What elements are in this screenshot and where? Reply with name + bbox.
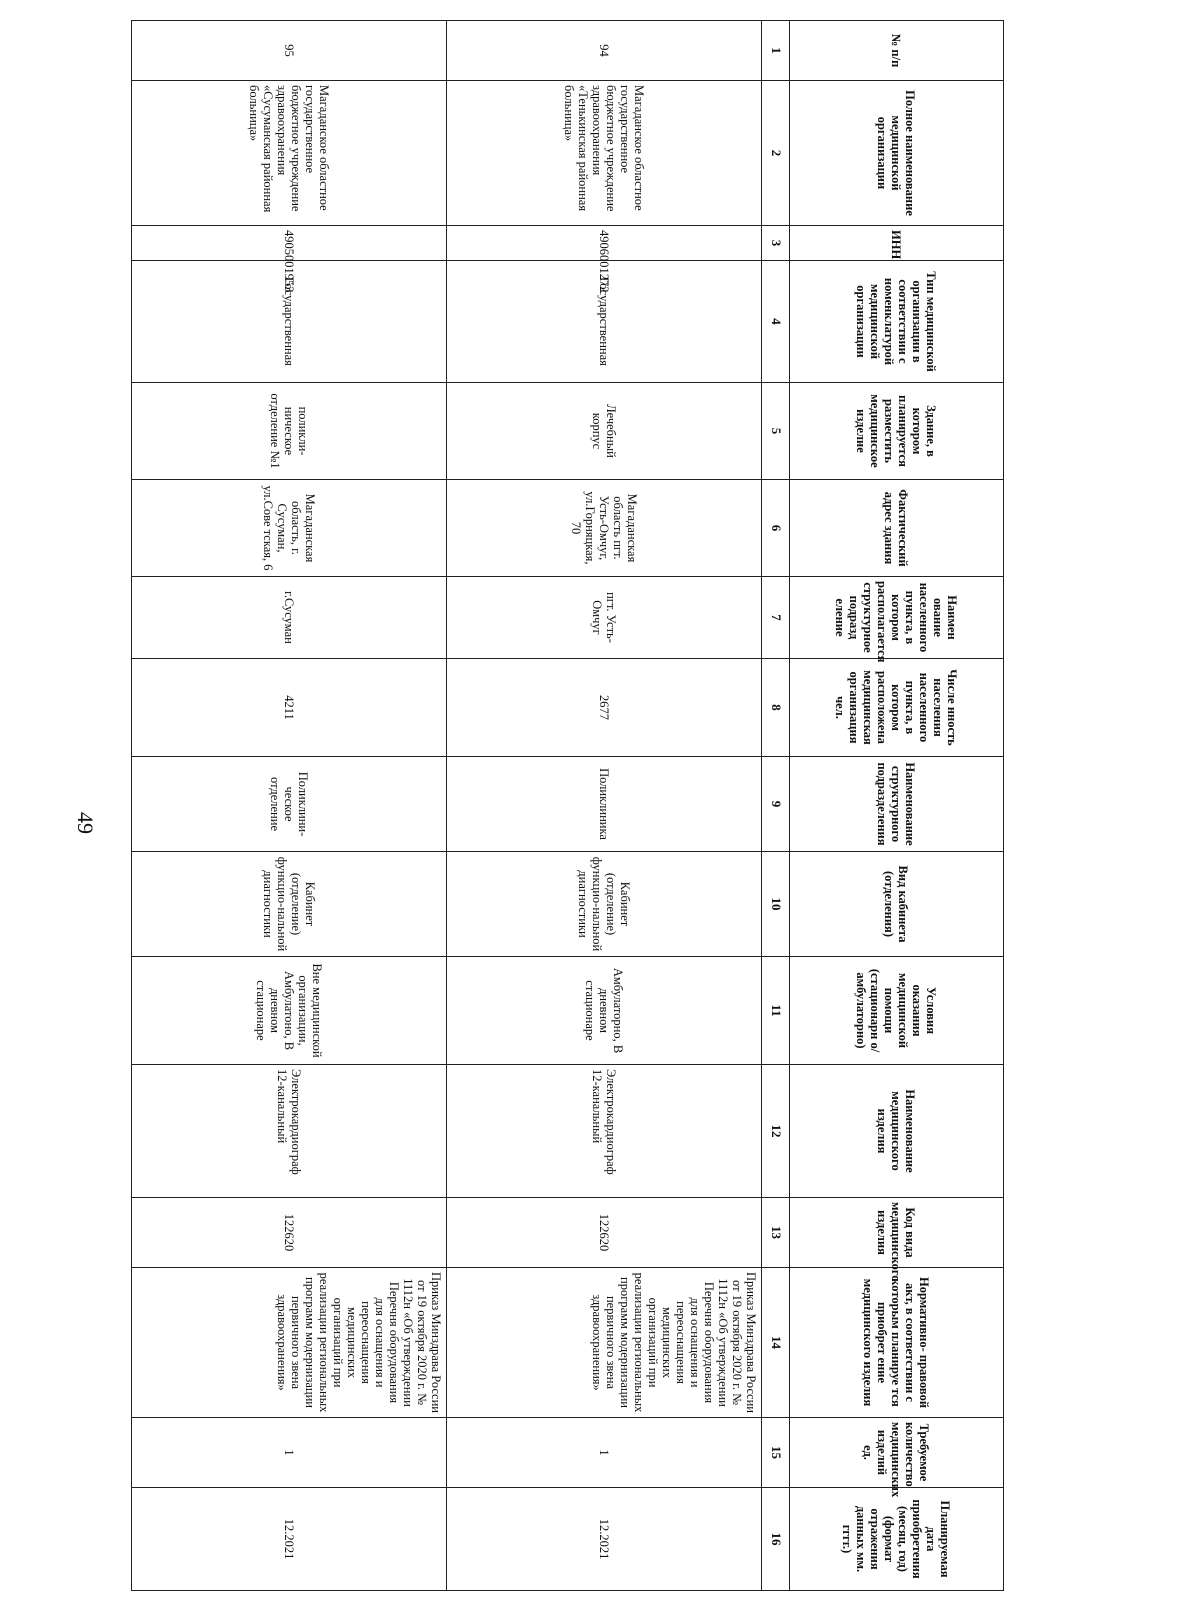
column-number: 5 <box>762 383 790 480</box>
header-cell: № п/п <box>790 21 1004 81</box>
column-number: 13 <box>762 1198 790 1268</box>
header-cell: Здание, в котором планируется разместить медицинское изделие <box>790 383 1004 480</box>
org-type-cell: Государственная <box>132 261 447 383</box>
legal-act-cell: Приказ Минздрава России от 19 октября 2020 г. № 1112н «Об утверждении Перечня оборудования для оснащения и переоснащения медицинских организаций при реализации региональных программ модернизации первичного звена здравоохранения» <box>447 1268 762 1418</box>
header-cell: Нормативно- правовой акт, в соответствии с которым планируе тся приобрет ение медицинского изделия <box>790 1268 1004 1418</box>
settlement-cell: г.Сусуман <box>132 577 447 659</box>
conditions-cell: Амбулаторно, В дневном стационаре <box>447 957 762 1065</box>
header-cell: Наименование структурного подразделения <box>790 757 1004 852</box>
conditions-cell: Вне медицинской организации, Амбулатоно, В дневном стационаре <box>132 957 447 1065</box>
cabinet-cell: Кабинет (отделение) функцио-нальной диагностики <box>447 852 762 957</box>
header-cell: Наименование медицинского изделия <box>790 1065 1004 1198</box>
address-cell: Магаданская область пгт. Усть-Омчуг, ул.Горняцкая, 70 <box>447 480 762 577</box>
header-cell: Условия оказания медицинской помощи (стационарн о/амбулаторно) <box>790 957 1004 1065</box>
column-number: 15 <box>762 1418 790 1488</box>
column-number: 8 <box>762 659 790 757</box>
column-number: 6 <box>762 480 790 577</box>
header-cell: Числе нность населения населенного пункта, в котором расположена медицинская организация чел. <box>790 659 1004 757</box>
header-cell: ИНН <box>790 226 1004 261</box>
column-number: 11 <box>762 957 790 1065</box>
equipment-table <box>131 20 1004 1591</box>
population-cell: 2677 <box>447 659 762 757</box>
inn-cell: 4905001953 <box>132 226 447 261</box>
column-number: 12 <box>762 1065 790 1198</box>
column-number: 2 <box>762 81 790 226</box>
device-cell: Электрокардиограф 12-канальный <box>447 1065 762 1198</box>
row-number: 94 <box>447 21 762 81</box>
column-number: 16 <box>762 1488 790 1591</box>
device-code-cell: 122620 <box>132 1198 447 1268</box>
purchase-date-cell: 12.2021 <box>447 1488 762 1591</box>
column-number: 4 <box>762 261 790 383</box>
inn-cell: 4906001272 <box>447 226 762 261</box>
header-cell: Код вида медицинского изделия <box>790 1198 1004 1268</box>
header-cell: Тип медицинской организации в соответствии с номенклатурой медицинской организации <box>790 261 1004 383</box>
building-cell: Лечебный корпус <box>447 383 762 480</box>
page-number: 49 <box>73 812 98 834</box>
column-number: 10 <box>762 852 790 957</box>
settlement-cell: пгт. Усть-Омчуг <box>447 577 762 659</box>
purchase-date-cell: 12.2021 <box>132 1488 447 1591</box>
header-cell: Требуемое количество медицинских изделий ед. <box>790 1418 1004 1488</box>
department-cell: Поликлини-ческое отделение <box>132 757 447 852</box>
header-cell: Полное наименование медицинской организации <box>790 81 1004 226</box>
org-type-cell: Государственная <box>447 261 762 383</box>
column-number: 1 <box>762 21 790 81</box>
quantity-cell: 1 <box>447 1418 762 1488</box>
org-name-cell: Магаданское областное государственное бюджетное учреждение здравоохранения «Тенькинская районная больница» <box>447 81 762 226</box>
column-number: 9 <box>762 757 790 852</box>
header-row <box>790 21 1004 1591</box>
column-number-row <box>762 21 790 1591</box>
header-cell: Планируемая дата приобретения (месяц, год) (формат отражения данных мм. гггг.) <box>790 1488 1004 1591</box>
table-row <box>132 21 447 1591</box>
equipment-table-wrapper <box>132 20 1004 1590</box>
device-cell: Электрокардиограф 12-канальный <box>132 1065 447 1198</box>
population-cell: 4211 <box>132 659 447 757</box>
org-name-cell: Магаданское областное государственное бюджетное учреждение здравоохранения «Сусуманская районная больница» <box>132 81 447 226</box>
table-row <box>447 21 762 1591</box>
row-number: 95 <box>132 21 447 81</box>
quantity-cell: 1 <box>132 1418 447 1488</box>
cabinet-cell: Кабинет (отделение) функцио-нальной диагностики <box>132 852 447 957</box>
header-cell: Наимен ование населенного пункта, в котором располагается структурное подразд еление <box>790 577 1004 659</box>
column-number: 3 <box>762 226 790 261</box>
device-code-cell: 122620 <box>447 1198 762 1268</box>
header-cell: Фактический адрес здания <box>790 480 1004 577</box>
department-cell: Поликлиника <box>447 757 762 852</box>
column-number: 14 <box>762 1268 790 1418</box>
building-cell: поликли-ническое отделение №1 <box>132 383 447 480</box>
legal-act-cell: Приказ Минздрава России от 19 октября 2020 г. № 1112н «Об утверждении Перечня оборудования для оснащения и переоснащения медицинских организаций при реализации региональных программ модернизации первичного звена здравоохранения» <box>132 1268 447 1418</box>
column-number: 7 <box>762 577 790 659</box>
address-cell: Магаданская область, г. Сусуман, ул.Сове тская, 6 <box>132 480 447 577</box>
header-cell: Вид кабинета (отделения) <box>790 852 1004 957</box>
